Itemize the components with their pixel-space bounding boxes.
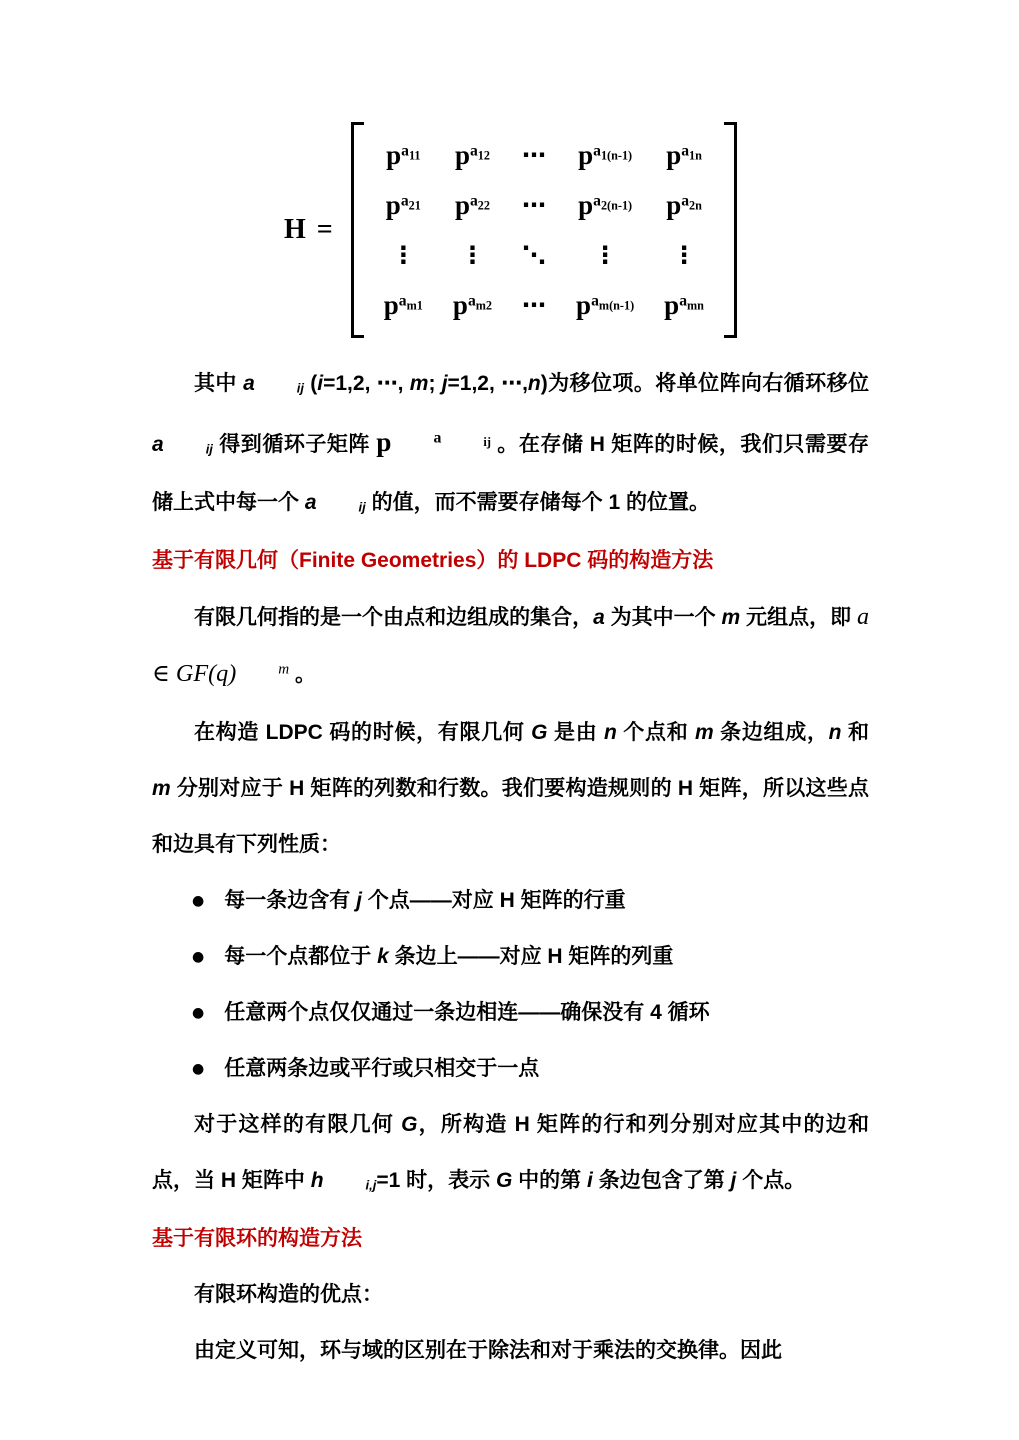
text-run: H — [514, 1113, 530, 1136]
text-run: 条边包含了第 — [592, 1169, 731, 1192]
matrix-cell — [452, 289, 493, 320]
p-power-formula: pa2(n-1) — [578, 189, 633, 220]
p-power-formula: pa12 — [454, 139, 490, 170]
bullet-item — [152, 985, 869, 1041]
equals-sign: = — [316, 214, 335, 245]
bullet-text — [224, 985, 869, 1041]
matrix-bracket-left — [351, 122, 364, 338]
matrix — [351, 122, 737, 338]
text-run: 任意两条边或平行或只相交于一点 — [224, 1057, 540, 1080]
p-power-formula: pam1 — [383, 289, 423, 320]
matrix-cell — [385, 189, 421, 220]
text-run: j — [356, 889, 362, 912]
text-run: m — [278, 661, 290, 678]
text-run: H — [499, 889, 515, 912]
bullet-text — [224, 1041, 869, 1097]
text-run: 的值，而不需要存储每个 — [365, 491, 609, 514]
text-run: 矩阵的行和列分别对应其中的边和点，当 — [152, 1113, 869, 1192]
text-run: ij — [205, 441, 213, 457]
text-run: a — [243, 372, 255, 395]
text-run: 矩阵中 — [236, 1169, 311, 1192]
text-run: =1,2, ⋯, — [447, 372, 528, 395]
matrix-equation — [152, 122, 869, 338]
text-run: 码的时候，有限几何 — [322, 721, 532, 744]
text-run: 其中 — [194, 372, 244, 395]
p-power-formula: pa1(n-1) — [578, 139, 633, 170]
text-run: H — [289, 777, 305, 800]
text-run: G — [496, 1169, 513, 1192]
paragraph — [152, 589, 869, 705]
text-run: 在构造 — [194, 721, 266, 744]
text-run: 的位置。 — [620, 491, 710, 514]
text-run: 得到循环子矩阵 — [212, 433, 377, 456]
text-run: 元组点，即 — [740, 606, 857, 629]
text-run: H — [589, 433, 605, 456]
text-run: 基于有限环的构造方法 — [152, 1227, 362, 1250]
matrix-cell — [454, 139, 490, 170]
text-run: ij — [358, 499, 366, 515]
text-run: m — [721, 606, 741, 629]
matrix-lhs — [284, 214, 335, 246]
text-run: a — [593, 606, 605, 629]
text-run: ( — [304, 372, 318, 395]
text-run: 矩阵的时候，我们只需要存储上式中每一个 — [152, 433, 869, 514]
matrix-dots: ⋯ — [522, 291, 547, 319]
p-power-formula: pam(n-1) — [576, 289, 635, 320]
matrix-dots: ⋯ — [522, 191, 547, 219]
matrix-cell — [386, 139, 421, 170]
text-run: =1,2, ⋯, — [323, 372, 410, 395]
text-run: 。 — [289, 663, 316, 686]
bullet-icon: ● — [192, 1005, 205, 1021]
text-run: a — [304, 491, 317, 514]
matrix-bracket-right — [724, 122, 737, 338]
text-run: )为移位项。将单位阵向右循环移位 — [540, 372, 870, 395]
section-heading — [152, 533, 869, 589]
bullet-item — [152, 929, 869, 985]
matrix-dots: ⋮ — [593, 241, 618, 269]
matrix-dots: ⋮ — [672, 241, 697, 269]
document-body — [152, 356, 869, 1379]
text-run: i — [587, 1169, 593, 1192]
text-run: a — [152, 433, 164, 456]
text-run: 每一条边含有 — [224, 889, 357, 912]
text-run: 个点。 — [736, 1169, 806, 1192]
text-run: ; — [428, 372, 442, 395]
text-run: k — [377, 945, 389, 968]
p-power-formula: pam2 — [452, 289, 493, 320]
p-power-formula: pamn — [664, 289, 704, 320]
matrix-grid — [364, 122, 724, 338]
text-run: 。在存储 — [490, 433, 590, 456]
matrix-dots: ⋱ — [522, 241, 547, 269]
bullet-item — [152, 873, 869, 929]
p-power-formula: pa1n — [666, 139, 702, 170]
text-run: 对于这样的有限几何 — [194, 1113, 402, 1136]
text-run: 有限几何指的是一个由点和边组成的集合， — [194, 606, 594, 629]
paragraph — [152, 1097, 869, 1211]
text-run: LDPC — [265, 721, 323, 744]
text-run: G — [401, 1113, 418, 1136]
matrix-cell — [666, 139, 702, 170]
text-run: m — [694, 721, 714, 744]
text-run: 条边组成， — [713, 721, 829, 744]
matrix-symbol: H — [284, 214, 308, 245]
paragraph — [152, 1267, 869, 1323]
matrix-cell — [578, 189, 633, 220]
matrix-dots: ⋯ — [522, 141, 547, 169]
matrix-cell — [576, 289, 635, 320]
matrix-cell — [383, 289, 423, 320]
p-power-formula: pa11 — [386, 139, 421, 170]
text-run: ，所构造 — [417, 1113, 515, 1136]
p-power-formula: pa22 — [454, 189, 490, 220]
text-run: h — [310, 1169, 324, 1192]
text-run: 有限环构造的优点： — [194, 1283, 383, 1306]
text-run: 循环 — [661, 1001, 710, 1024]
text-run: 矩阵的列重 — [562, 945, 674, 968]
text-run: G — [531, 721, 548, 744]
bullet-icon: ● — [192, 949, 205, 965]
text-run: i — [317, 372, 324, 395]
p-power-formula: pa2n — [666, 189, 702, 220]
bullet-text — [224, 873, 869, 929]
bullet-icon: ● — [192, 1061, 205, 1077]
text-run: n — [603, 721, 617, 744]
p-power-formula: p a ij — [376, 427, 491, 457]
text-run: 矩阵的行重 — [514, 889, 626, 912]
matrix-dots: ⋮ — [460, 241, 485, 269]
text-run: m — [409, 372, 429, 395]
matrix-cell — [454, 189, 490, 220]
text-run: 1 — [608, 491, 621, 514]
text-run: 每一个点都位于 — [224, 945, 378, 968]
matrix-cell — [664, 289, 704, 320]
text-run: 个点和 — [616, 721, 695, 744]
matrix-cell — [578, 139, 633, 170]
text-run: 条边上——对应 — [388, 945, 548, 968]
text-run: n — [828, 721, 842, 744]
text-run: j — [441, 372, 448, 395]
text-run: H — [677, 777, 694, 800]
bullet-item — [152, 1041, 869, 1097]
text-run: m — [152, 777, 171, 800]
section-heading — [152, 1211, 869, 1267]
text-run: 是由 — [547, 721, 604, 744]
text-run: a ∈ GF(q) — [152, 603, 870, 687]
text-run: 中的第 — [512, 1169, 588, 1192]
text-run: j — [730, 1169, 737, 1192]
text-run: 由定义可知，环与域的区别在于除法和对于乘法的交换律。因此 — [194, 1339, 782, 1362]
text-run: 基于有限几何（Finite Geometries）的 LDPC 码的构造方法 — [152, 549, 714, 572]
p-power-formula: pa21 — [385, 189, 421, 220]
text-run: =1 时，表示 — [376, 1169, 496, 1192]
text-run: 4 — [650, 1001, 662, 1024]
paragraph — [152, 705, 869, 873]
text-run: ij — [296, 380, 305, 396]
text-run: 矩阵，所以这些点和边具有下列性质： — [152, 777, 869, 856]
text-run: 任意两个点仅仅通过一条边相连——确保没有 — [224, 1001, 651, 1024]
bullet-text — [224, 929, 869, 985]
paragraph — [152, 1323, 869, 1379]
paragraph — [152, 356, 869, 533]
text-run: i,j — [365, 1177, 377, 1193]
text-run: 和 — [841, 721, 869, 744]
text-run: 个点——对应 — [361, 889, 500, 912]
text-run: n — [527, 372, 541, 395]
matrix-cell — [666, 189, 702, 220]
bullet-icon: ● — [192, 893, 205, 909]
text-run: 为其中一个 — [604, 606, 722, 629]
text-run: 矩阵的列数和行数。我们要构造规则的 — [304, 777, 678, 800]
text-run: H — [220, 1169, 237, 1192]
matrix-dots: ⋮ — [391, 241, 416, 269]
text-run: 分别对应于 — [170, 777, 290, 800]
text-run: H — [547, 945, 563, 968]
